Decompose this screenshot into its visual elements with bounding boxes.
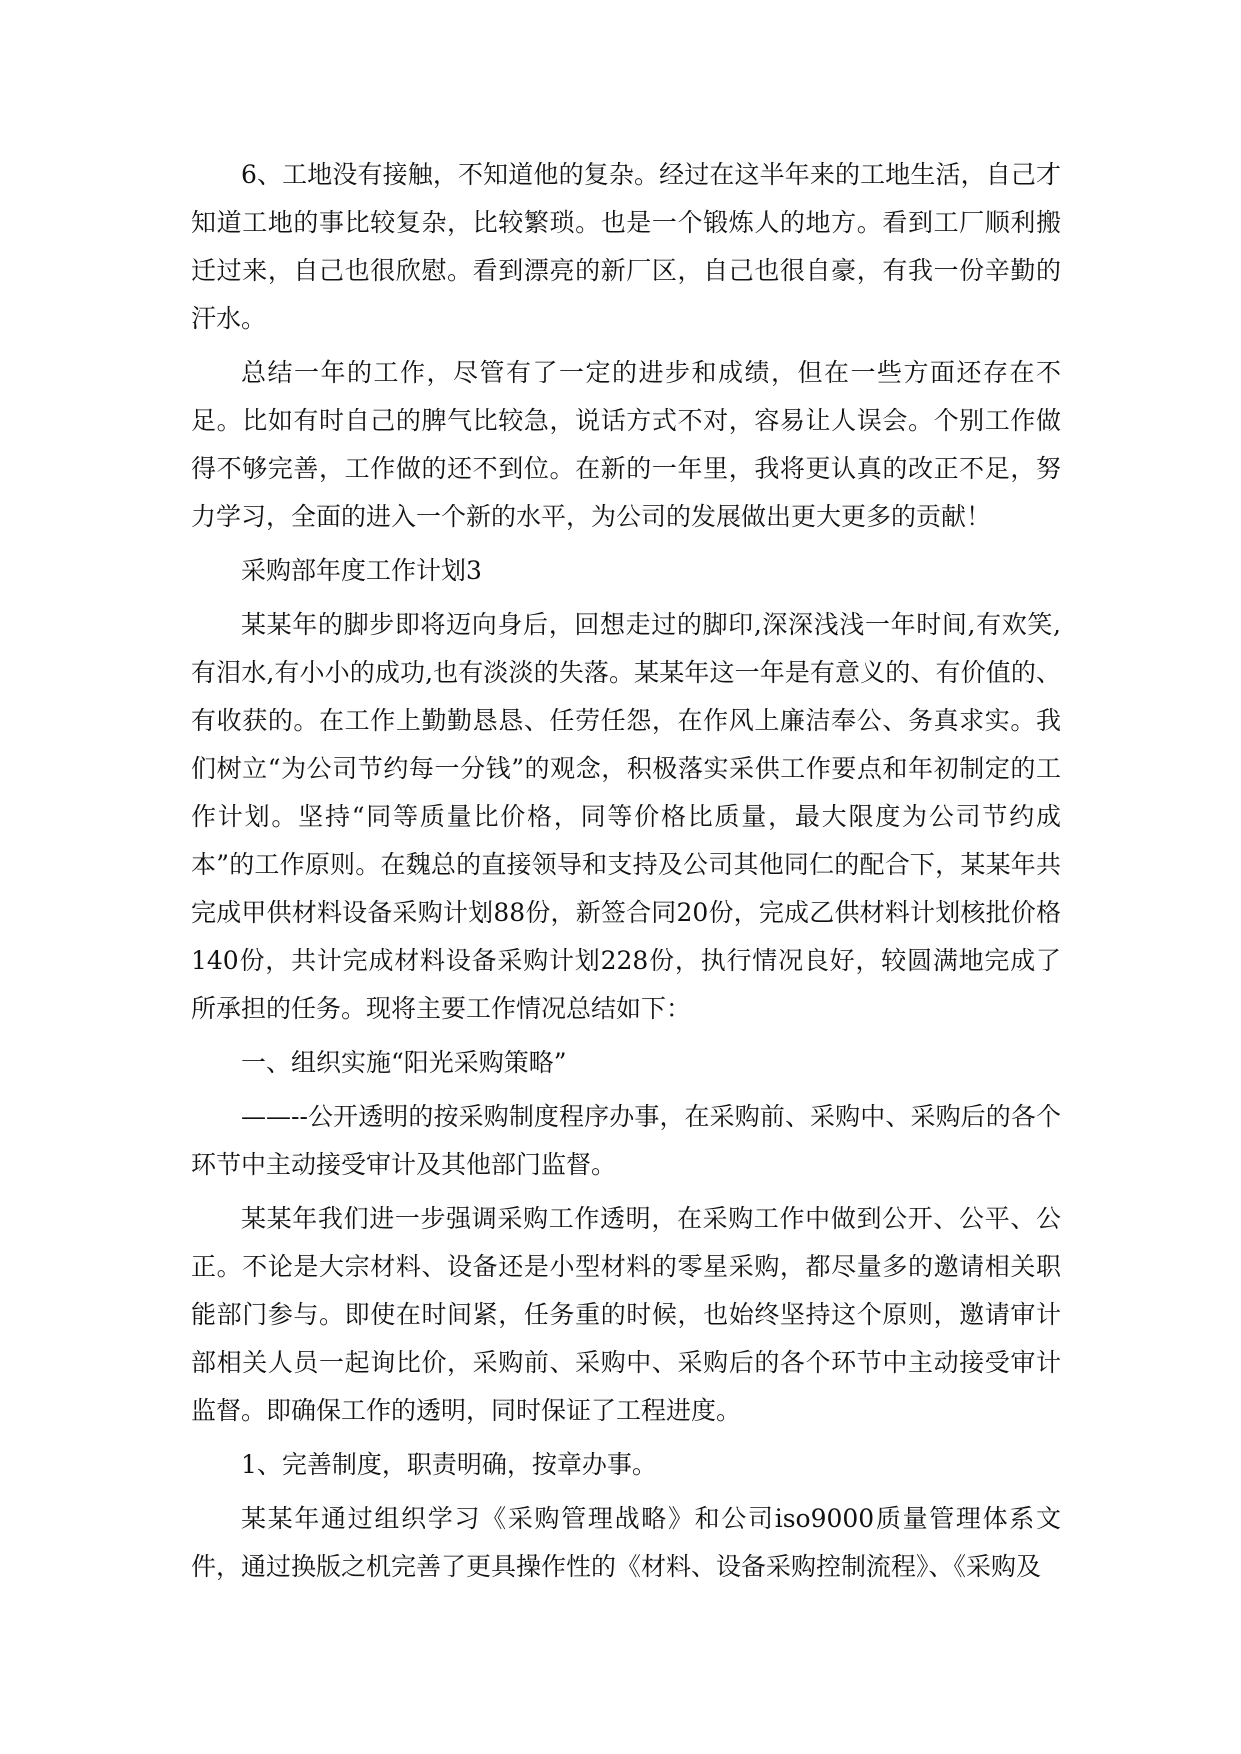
- section-heading-sunshine-procurement: 一、组织实施“阳光采购策略”: [241, 1048, 567, 1077]
- paragraph-transparency: ——--公开透明的按采购制度程序办事，在采购前、采购中、采购后的各个环节中主动接受审计及其他部门监督。: [191, 1102, 1061, 1179]
- paragraph-annual-summary: 总结一年的工作，尽管有了一定的进步和成绩，但在一些方面还存在不足。比如有时自己的脾气比较急，说话方式不对，容易让人误会。个别工作做得不够完善，工作做的还不到位。在新的一年里，我将更认真的改正不足，努力学习，全面的进入一个新的水平，为公司的发展做出更大更多的贡献！: [191, 358, 1061, 531]
- paragraph-open-procurement: 某某年我们进一步强调采购工作透明，在采购工作中做到公开、公平、公正。不论是大宗材料、设备还是小型材料的零星采购，都尽量多的邀请相关职能部门参与。即使在时间紧，任务重的时候，也始终坚持这个原则，邀请审计部相关人员一起询比价，采购前、采购中、采购后的各个环节中主动接受审计监督。即确保工作的透明，同时保证了工程进度。: [191, 1204, 1061, 1425]
- paragraph-site-experience: 6、工地没有接触，不知道他的复杂。经过在这半年来的工地生活，自己才知道工地的事比较复杂，比较繁琐。也是一个锻炼人的地方。看到工厂顺利搬迁过来，自己也很欣慰。看到漂亮的新厂区，自己也很自豪，有我一份辛勤的汗水。: [191, 160, 1061, 333]
- document-page: [191, 151, 1061, 1591]
- paragraph-year-review: 某某年的脚步即将迈向身后，回想走过的脚印,深深浅浅一年时间,有欢笑,有泪水,有小小的成功,也有淡淡的失落。某某年这一年是有意义的、有价值的、有收获的。在工作上勤勤恳恳、任劳任怨，在作风上廉洁奉公、务真求实。我们树立“为公司节约每一分钱”的观念，积极落实采供工作要点和年初制定的工作计划。坚持“同等质量比价格，同等价格比质量，最大限度为公司节约成本”的工作原则。在魏总的直接领导和支持及公司其他同仁的配合下，某某年共完成甲供材料设备采购计划88份，新签合同20份，完成乙供材料计划核批价格140份，共计完成材料设备采购计划228份，执行情况良好，较圆满地完成了所承担的任务。现将主要工作情况总结如下：: [191, 610, 1061, 1023]
- section-title-plan-3: 采购部年度工作计划3: [241, 556, 482, 585]
- subheading-improve-system: 1、完善制度，职责明确，按章办事。: [241, 1450, 657, 1479]
- paragraph-management-docs: 某某年通过组织学习《采购管理战略》和公司iso9000质量管理体系文件，通过换版之机完善了更具操作性的《材料、设备采购控制流程》、《采购及: [191, 1504, 1061, 1581]
